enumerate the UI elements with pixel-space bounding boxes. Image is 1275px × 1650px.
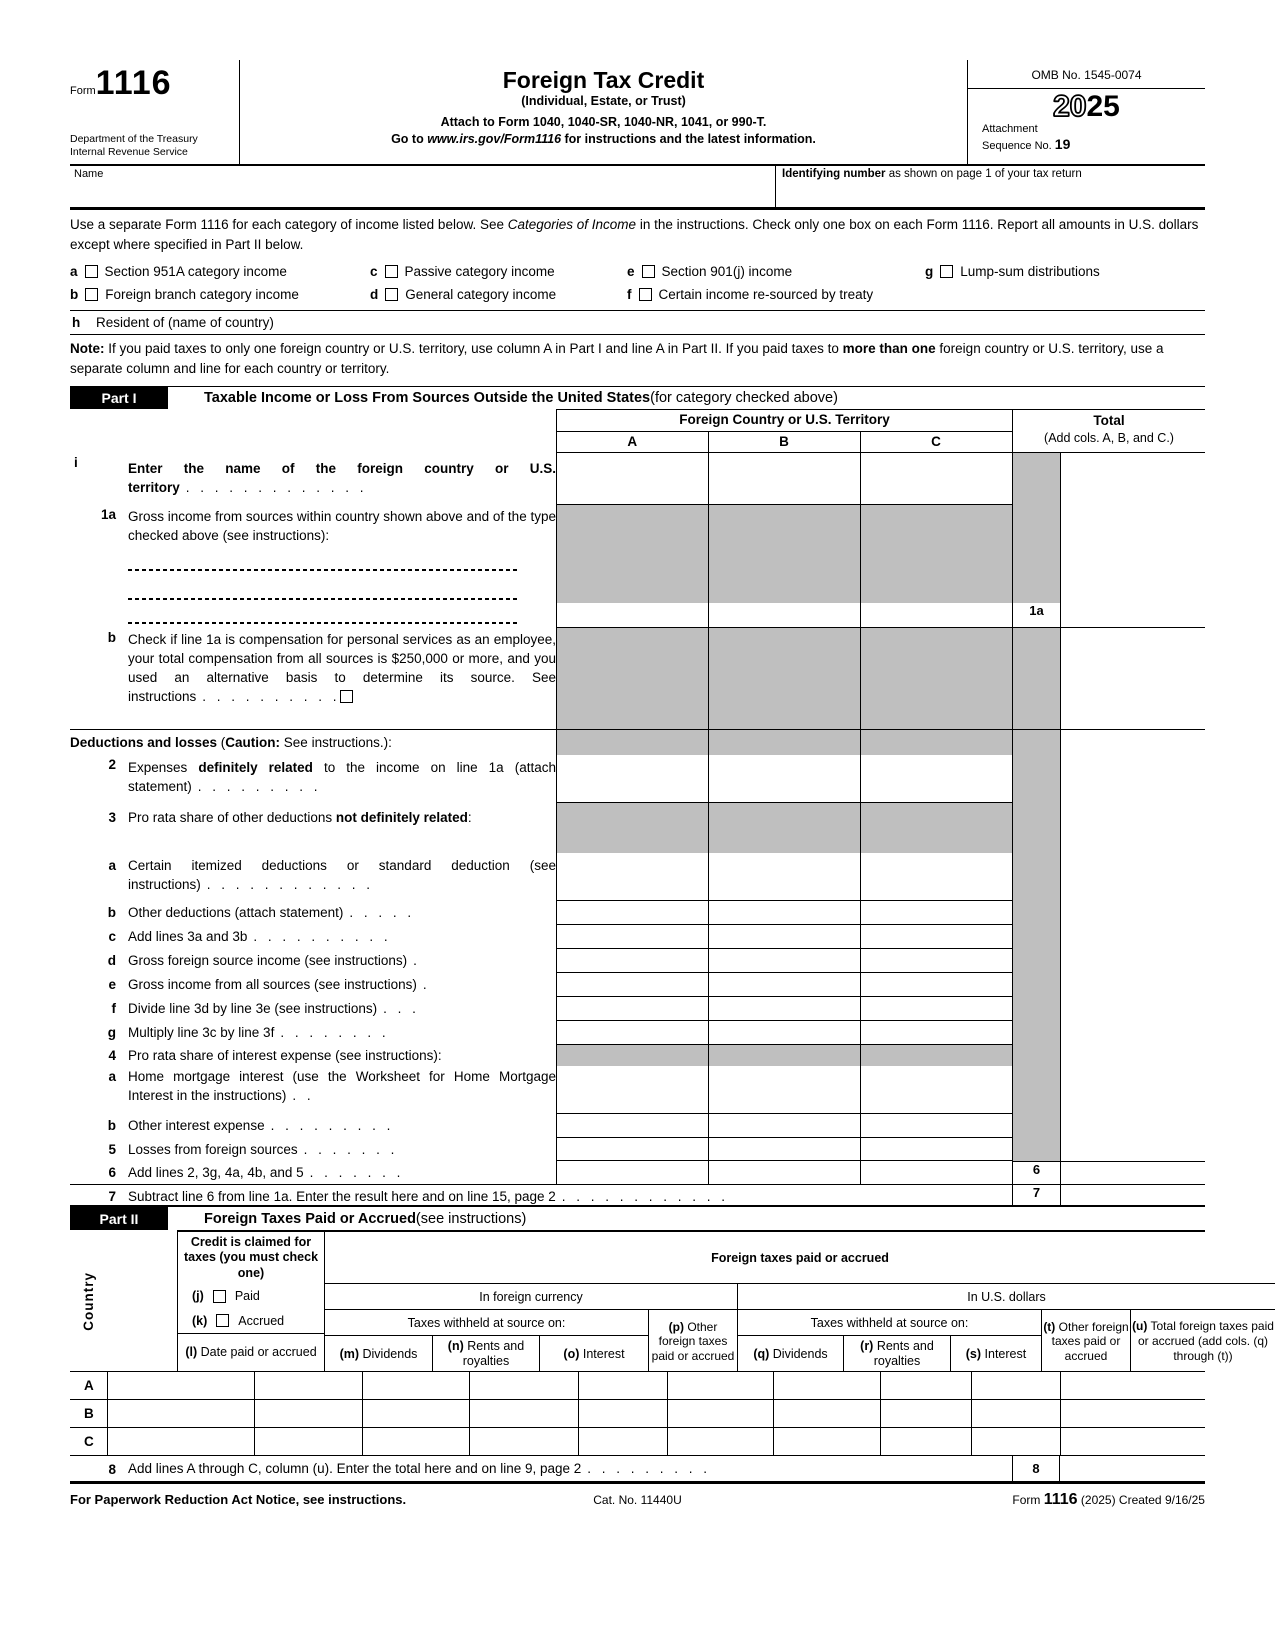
- line-2-colB-entry[interactable]: [708, 755, 860, 803]
- line-7-number-box: 7: [1012, 1185, 1060, 1205]
- form-number-block: [70, 60, 240, 164]
- row-C-col-s-entry[interactable]: [880, 1428, 971, 1455]
- part2-row-A: [70, 1372, 1205, 1400]
- row-B-col-u-entry[interactable]: [1060, 1400, 1205, 1427]
- line-6-colB-entry[interactable]: [708, 1161, 860, 1184]
- us-dollars-group-header: In U.S. dollars: [737, 1284, 1275, 1310]
- category-c-checkbox[interactable]: [385, 265, 398, 278]
- part2-table-header: [70, 1230, 1274, 1372]
- category-e: e Section 901(j) income: [627, 263, 793, 279]
- category-g-label: Lump-sum distributions: [960, 263, 1100, 279]
- part2-label: Part II: [70, 1207, 168, 1230]
- line-2-colC-entry[interactable]: [860, 755, 1012, 803]
- line-1a-number-box: 1a: [1012, 603, 1060, 628]
- line-5-colB-entry[interactable]: [708, 1138, 860, 1161]
- form-footer-id: Form 1116 (2025) Created 9/16/25: [1012, 1491, 1205, 1509]
- row-A-col-o-entry[interactable]: [469, 1372, 578, 1399]
- category-a-checkbox[interactable]: [85, 265, 98, 278]
- row-C-date-entry[interactable]: [107, 1428, 254, 1455]
- withheld-header-foreign: Taxes withheld at source on:: [324, 1310, 648, 1336]
- attach-instruction: Attach to Form 1040, 1040-SR, 1040-NR, 1041, or 990-T.: [440, 115, 767, 130]
- category-e-checkbox[interactable]: [642, 265, 655, 278]
- row-C-col-p-entry[interactable]: [578, 1428, 667, 1455]
- tax-year: 2025: [1053, 90, 1120, 123]
- row-A-col-s-entry[interactable]: [880, 1372, 971, 1399]
- line-h-resident: h Resident of (name of country): [70, 310, 1205, 335]
- line-4a-colB-entry[interactable]: [708, 1066, 860, 1114]
- part1-deductions-header: Deductions and losses (Caution: See instructions.):: [70, 730, 1205, 755]
- part1-line-3b: b Other deductions (attach statement) . . . . .: [70, 901, 1205, 925]
- form-header: [70, 60, 1205, 166]
- line-4b-colC-entry[interactable]: [860, 1114, 1012, 1138]
- line-3c-colC-entry[interactable]: [860, 925, 1012, 949]
- row-A-col-q-entry[interactable]: [667, 1372, 773, 1399]
- name-field[interactable]: [70, 166, 775, 207]
- line-h-country-entry[interactable]: [274, 311, 1205, 334]
- line-6-colA-entry[interactable]: [556, 1161, 708, 1184]
- line-3g-colA-entry[interactable]: [556, 1021, 708, 1045]
- line-6-number-box: 6: [1012, 1161, 1060, 1184]
- line-6-colC-entry[interactable]: [860, 1161, 1012, 1184]
- line-1b-label: Check if line 1a is compensation for personal services as an employee, your total compensation from all sources is $250,000 or more, and you used an alternative basis to determine its source. See instructions: [128, 632, 556, 705]
- category-b: b Foreign branch category income: [70, 286, 299, 302]
- part1-line-3f: f Divide line 3d by line 3e (see instructions) . . .: [70, 997, 1205, 1021]
- category-c-label: Passive category income: [404, 263, 555, 279]
- row-C-col-q-entry[interactable]: [667, 1428, 773, 1455]
- form-number: 1116: [95, 64, 172, 102]
- category-d: d General category income: [370, 286, 557, 302]
- line-3d-colA-entry[interactable]: [556, 949, 708, 973]
- line-2-colA-entry[interactable]: [556, 755, 708, 803]
- row-B-col-m-entry[interactable]: [254, 1400, 362, 1427]
- col-s-header: (s) Interest: [950, 1336, 1041, 1372]
- identifying-number-field[interactable]: [775, 166, 1205, 207]
- part2-bar: Part II Foreign Taxes Paid or Accrued (see instructions): [70, 1207, 1205, 1230]
- category-checkboxes: [70, 258, 1205, 310]
- line-3f-colA-entry[interactable]: [556, 997, 708, 1021]
- category-b-checkbox[interactable]: [85, 288, 98, 301]
- dept-line1: Department of the Treasury: [70, 132, 198, 145]
- line-6-total-entry[interactable]: [1060, 1161, 1205, 1184]
- description-line-1[interactable]: [128, 569, 520, 571]
- line-3d-colC-entry[interactable]: [860, 949, 1012, 973]
- col-l-header: (l) Date paid or accrued: [185, 1345, 317, 1360]
- row-B-col-n-entry[interactable]: [362, 1400, 469, 1427]
- form-title-block: [240, 60, 968, 164]
- line-4b-colB-entry[interactable]: [708, 1114, 860, 1138]
- foreign-country-group-header: Foreign Country or U.S. Territory: [557, 410, 1012, 432]
- row-A-label: A: [84, 1378, 94, 1394]
- line-3g-colC-entry[interactable]: [860, 1021, 1012, 1045]
- category-c: c Passive category income: [370, 263, 555, 279]
- column-a-header: A: [627, 434, 638, 450]
- accrued-checkbox[interactable]: [216, 1314, 229, 1327]
- part1-line-2: 2 Expenses definitely related to the income on line 1a (attach statement) . . . . . . . . .: [70, 755, 1205, 803]
- part1-bar: Part I Taxable Income or Loss From Sources Outside the United States (for category checked above): [70, 386, 1205, 409]
- line-4b-colA-entry[interactable]: [556, 1114, 708, 1138]
- part1-line-5: 5 Losses from foreign sources . . . . . . .: [70, 1138, 1205, 1161]
- line-3a-colC-entry[interactable]: [860, 853, 1012, 901]
- goto-instruction: Go to www.irs.gov/Form1116 for instructions and the latest information.: [391, 132, 816, 147]
- line-3f-colB-entry[interactable]: [708, 997, 860, 1021]
- line-1a-colA-entry[interactable]: [556, 603, 708, 628]
- form-title: Foreign Tax Credit: [502, 67, 705, 93]
- row-B-col-r-entry[interactable]: [773, 1400, 880, 1427]
- line-8-number-box: 8: [1012, 1456, 1060, 1481]
- part1-line-6: 6 Add lines 2, 3g, 4a, 4b, and 5 . . . . . . . 6: [70, 1161, 1205, 1184]
- part1-line-1a-entry-row: [70, 603, 1205, 628]
- part1-line-3e: e Gross income from all sources (see instructions) .: [70, 973, 1205, 997]
- line-3e-colA-entry[interactable]: [556, 973, 708, 997]
- credit-claimed-header: Credit is claimed for taxes (you must check one) (j) Paid (k) Accrued (l) Date paid or accrued: [177, 1232, 324, 1371]
- row-B-date-entry[interactable]: [107, 1400, 254, 1427]
- row-C-col-m-entry[interactable]: [254, 1428, 362, 1455]
- row-B-col-q-entry[interactable]: [667, 1400, 773, 1427]
- row-A-col-n-entry[interactable]: [362, 1372, 469, 1399]
- line-3d-colB-entry[interactable]: [708, 949, 860, 973]
- line-5-colC-entry[interactable]: [860, 1138, 1012, 1161]
- part1-line-7: 7 Subtract line 6 from line 1a. Enter the result here and on line 15, page 2 . . . . . . . . . . . . 7: [70, 1184, 1205, 1207]
- col-n-header: (n) Rents and royalties: [432, 1336, 539, 1372]
- line-7-total-entry[interactable]: [1060, 1185, 1205, 1205]
- id-label: Identifying number: [782, 168, 886, 180]
- part1-line-4b: b Other interest expense . . . . . . . . .: [70, 1114, 1205, 1138]
- paid-option: (j) Paid: [192, 1289, 260, 1304]
- part1-line-3d: d Gross foreign source income (see instructions) .: [70, 949, 1205, 973]
- row-B-col-t-entry[interactable]: [971, 1400, 1060, 1427]
- part1-line-3g: g Multiply line 3c by line 3f . . . . . . . .: [70, 1021, 1205, 1045]
- row-B-label: B: [84, 1406, 94, 1422]
- attachment-sequence: Attachment Sequence No. 19: [982, 122, 1071, 153]
- col-u-header: (u) Total foreign taxes paid or accrued (add cols. (q) through (t)): [1130, 1310, 1275, 1372]
- category-f: f Certain income re-sourced by treaty: [627, 286, 874, 302]
- col-r-header: (r) Rents and royalties: [843, 1336, 950, 1372]
- row-B-col-p-entry[interactable]: [578, 1400, 667, 1427]
- part1-line-3c: c Add lines 3a and 3b . . . . . . . . . .: [70, 925, 1205, 949]
- line-3b-colA-entry[interactable]: [556, 901, 708, 925]
- part2-row-C: [70, 1428, 1205, 1456]
- part1-line-1a: 1a Gross income from sources within country shown above and of the type checked above (see instructions):: [70, 505, 1205, 603]
- col-o-header: (o) Interest: [539, 1336, 648, 1372]
- country-column-header: Country: [81, 1271, 96, 1331]
- note-paragraph: Note: If you paid taxes to only one foreign country or U.S. territory, use column A in Part I and line A in Part II. If you paid taxes to more than one foreign country or U.S. territory, use a separate column and line for each country or territory.: [70, 340, 1164, 377]
- line-1a-label: Gross income from sources within country shown above and of the type checked above (see instructions):: [128, 509, 556, 544]
- part2-line-8: 8 Add lines A through C, column (u). Enter the total here and on line 9, page 2 . . . . . . . . . 8: [70, 1456, 1205, 1484]
- line-3b-colC-entry[interactable]: [860, 901, 1012, 925]
- row-C-col-r-entry[interactable]: [773, 1428, 880, 1455]
- row-A-col-r-entry[interactable]: [773, 1372, 880, 1399]
- line-4a-colC-entry[interactable]: [860, 1066, 1012, 1114]
- line-i-colA-entry[interactable]: [556, 453, 708, 505]
- col-p-header: (p) Other foreign taxes paid or accrued: [648, 1310, 737, 1372]
- description-line-3[interactable]: [128, 622, 520, 624]
- id-note: as shown on page 1 of your tax return: [885, 168, 1082, 180]
- row-C-col-o-entry[interactable]: [469, 1428, 578, 1455]
- category-a: a Section 951A category income: [70, 263, 287, 279]
- part1-title: Taxable Income or Loss From Sources Outside the United States: [204, 390, 651, 407]
- category-b-label: Foreign branch category income: [105, 286, 299, 302]
- accrued-option: (k) Accrued: [178, 1309, 324, 1334]
- page-footer: [70, 1491, 1205, 1509]
- form-subtitle: (Individual, Estate, or Trust): [521, 94, 686, 109]
- foreign-taxes-group-header: Foreign taxes paid or accrued: [324, 1232, 1275, 1285]
- line-i-label: Enter the name of the foreign country or U.S. territory: [128, 461, 556, 496]
- line-3g-colB-entry[interactable]: [708, 1021, 860, 1045]
- row-B-col-s-entry[interactable]: [880, 1400, 971, 1427]
- row-C-col-t-entry[interactable]: [971, 1428, 1060, 1455]
- col-t-header: (t) Other foreign taxes paid or accrued: [1041, 1310, 1130, 1372]
- part1-line-4a: a Home mortgage interest (use the Worksheet for Home Mortgage Interest in the instructions) . .: [70, 1066, 1205, 1114]
- paperwork-notice: For Paperwork Reduction Act Notice, see instructions.: [70, 1492, 407, 1508]
- category-f-checkbox[interactable]: [639, 288, 652, 301]
- line-4a-colA-entry[interactable]: [556, 1066, 708, 1114]
- line-8-total-entry[interactable]: [1060, 1456, 1205, 1481]
- paid-checkbox[interactable]: [213, 1290, 226, 1303]
- column-b-header: B: [708, 432, 860, 452]
- row-C-label: C: [84, 1434, 94, 1450]
- line-1a-total-entry[interactable]: [1060, 453, 1205, 505]
- part2-title: Foreign Taxes Paid or Accrued: [204, 1210, 416, 1227]
- category-d-checkbox[interactable]: [385, 288, 398, 301]
- part1-line-3: 3 Pro rata share of other deductions not definitely related:: [70, 803, 1205, 853]
- col-q-header: (q) Dividends: [737, 1336, 843, 1372]
- part1-line-3a: a Certain itemized deductions or standard deduction (see instructions) . . . . . . . . . . . .: [70, 853, 1205, 901]
- row-A-col-u-entry[interactable]: [1060, 1372, 1205, 1399]
- part1-column-headers: [70, 409, 1205, 453]
- line-i-colC-entry[interactable]: [860, 453, 1012, 505]
- line-3f-colC-entry[interactable]: [860, 997, 1012, 1021]
- line-3b-colB-entry[interactable]: [708, 901, 860, 925]
- row-A-date-entry[interactable]: [107, 1372, 254, 1399]
- category-a-label: Section 951A category income: [104, 263, 287, 279]
- column-c-header: C: [860, 432, 1012, 452]
- foreign-currency-group-header: In foreign currency: [324, 1284, 737, 1310]
- line-3e-colC-entry[interactable]: [860, 973, 1012, 997]
- dept-line2: Internal Revenue Service: [70, 146, 188, 159]
- row-C-col-u-entry[interactable]: [1060, 1428, 1205, 1455]
- line-3c-colA-entry[interactable]: [556, 925, 708, 949]
- withheld-header-us: Taxes withheld at source on:: [737, 1310, 1041, 1336]
- line-3a-colB-entry[interactable]: [708, 853, 860, 901]
- row-A-col-p-entry[interactable]: [578, 1372, 667, 1399]
- line-5-colA-entry[interactable]: [556, 1138, 708, 1161]
- row-C-col-n-entry[interactable]: [362, 1428, 469, 1455]
- row-A-col-t-entry[interactable]: [971, 1372, 1060, 1399]
- intro-paragraph: Use a separate Form 1116 for each category of income listed below. See Categories of Income in the instructions. Check only one box on each Form 1116. Report all amounts in U.S. dollars except where specified in Part II below.: [70, 217, 1199, 253]
- irs-url: www.irs.gov/Form1116: [427, 132, 562, 147]
- category-g: g Lump-sum distributions: [925, 263, 1100, 279]
- part1-line-i: i Enter the name of the foreign country or U.S. territory . . . . . . . . . . . . .: [70, 453, 1205, 505]
- name-label: Name: [74, 168, 104, 180]
- category-e-label: Section 901(j) income: [661, 263, 793, 279]
- part1-line-1b: b Check if line 1a is compensation for personal services as an employee, your total compensation from all sources is $250,000 or more, and you used an alternative basis to determine its source. See instructions . . . . . . . . . .: [70, 628, 1205, 730]
- col-m-header: (m) Dividends: [324, 1336, 432, 1372]
- line-3e-colB-entry[interactable]: [708, 973, 860, 997]
- line-i-colB-entry[interactable]: [708, 453, 860, 505]
- omb-block: [968, 60, 1205, 164]
- form-word: Form: [70, 85, 96, 97]
- category-g-checkbox[interactable]: [940, 265, 953, 278]
- line-1a-colB-entry[interactable]: [708, 603, 860, 628]
- name-row: [70, 166, 1205, 210]
- line-h-label: Resident of (name of country): [96, 314, 274, 330]
- total-column-header: Total (Add cols. A, B, and C.): [1012, 410, 1205, 452]
- part1-table: [70, 409, 1205, 1207]
- part1-line-4: 4 Pro rata share of interest expense (see instructions):: [70, 1045, 1205, 1066]
- line-1a-colC-entry[interactable]: [860, 603, 1012, 628]
- line-3c-colB-entry[interactable]: [708, 925, 860, 949]
- category-f-label: Certain income re-sourced by treaty: [658, 286, 874, 302]
- omb-number: OMB No. 1545-0074: [968, 60, 1205, 89]
- description-line-2[interactable]: [128, 598, 520, 600]
- line-1b-checkbox[interactable]: [340, 690, 353, 703]
- part1-label: Part I: [70, 387, 168, 409]
- catalog-number: Cat. No. 11440U: [593, 1493, 682, 1508]
- category-d-label: General category income: [405, 286, 557, 302]
- line-3a-colA-entry[interactable]: [556, 853, 708, 901]
- row-B-col-o-entry[interactable]: [469, 1400, 578, 1427]
- part2-row-B: [70, 1400, 1205, 1428]
- row-A-col-m-entry[interactable]: [254, 1372, 362, 1399]
